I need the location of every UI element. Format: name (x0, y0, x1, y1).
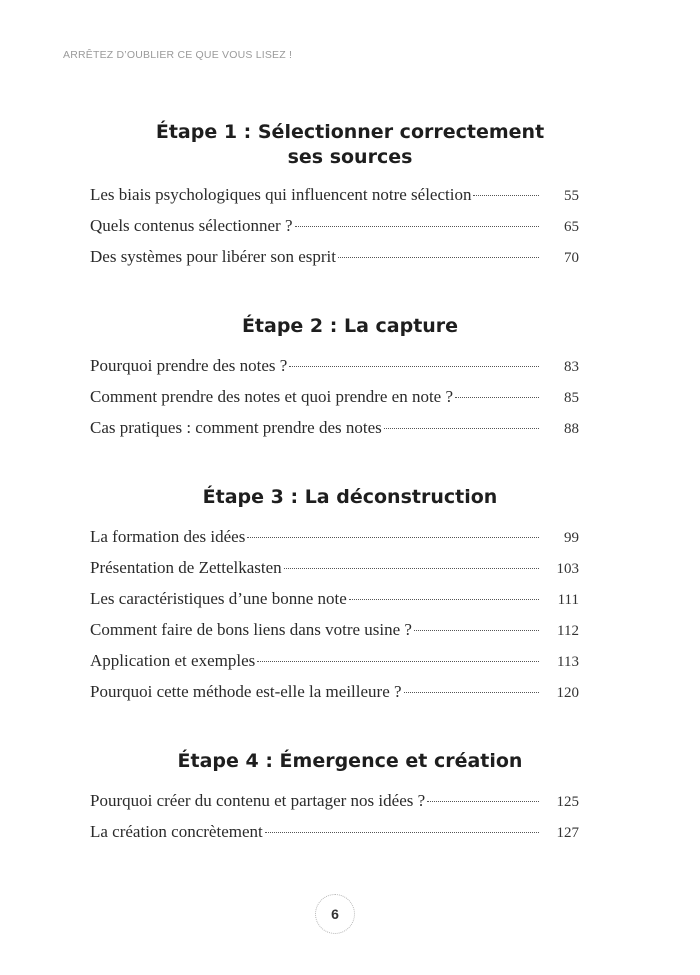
toc-entry-label: Pourquoi créer du contenu et partager nos idées ? (90, 791, 426, 810)
toc-entry-label: Comment faire de bons liens dans votre usine ? (90, 620, 412, 639)
toc-entry[interactable] (90, 418, 579, 442)
toc-entry[interactable] (90, 247, 579, 271)
toc-entry-label: Des systèmes pour libérer son esprit (90, 247, 336, 266)
toc-entry[interactable] (90, 589, 579, 613)
toc-entry-label: Quels contenus sélectionner ? (90, 216, 293, 235)
toc-entry[interactable] (90, 822, 579, 846)
running-head: ARRÊTEZ D’OUBLIER CE QUE VOUS LISEZ ! (63, 49, 293, 61)
toc-entry-page: 112 (557, 623, 579, 639)
dot-leader (455, 397, 539, 398)
section-title: Étape 3 : La déconstruction (202, 486, 498, 508)
toc-entry-page: 103 (556, 561, 579, 577)
dot-leader (247, 537, 539, 538)
toc-entry[interactable] (90, 682, 579, 706)
dot-leader (404, 692, 539, 693)
dot-leader (384, 428, 539, 429)
toc-entry-label: La création concrètement (90, 822, 263, 841)
toc-entry-label: La formation des idées (90, 527, 246, 546)
toc-entry-page: 120 (556, 685, 579, 701)
toc-entry-label: Présentation de Zettelkasten (90, 558, 282, 577)
section-title: Étape 2 : La capture (241, 315, 459, 337)
dot-leader (338, 257, 539, 258)
toc-entry-page: 65 (564, 219, 579, 235)
toc-entry-page: 70 (564, 250, 579, 266)
toc-entry[interactable] (90, 558, 579, 582)
dot-leader (265, 832, 539, 833)
toc-entry-label: Pourquoi prendre des notes ? (90, 356, 288, 375)
toc-entry-label: Cas pratiques : comment prendre des notes (90, 418, 382, 437)
dot-leader (427, 801, 539, 802)
section-title: Étape 4 : Émergence et création (177, 750, 523, 772)
toc-entry[interactable] (90, 620, 579, 644)
section-title-line2: ses sources (287, 146, 413, 168)
toc-entry[interactable] (90, 527, 579, 551)
toc-entry-page: 88 (564, 421, 579, 437)
toc-entry[interactable] (90, 651, 579, 675)
toc-entry[interactable] (90, 356, 579, 380)
toc-entry[interactable] (90, 185, 579, 209)
toc-entry-page: 55 (564, 188, 579, 204)
dot-leader (473, 195, 539, 196)
toc-entry[interactable] (90, 387, 579, 411)
dot-leader (295, 226, 539, 227)
toc-entry-page: 85 (564, 390, 579, 406)
toc-entry-page: 125 (556, 794, 579, 810)
toc-entry-label: Pourquoi cette méthode est-elle la meilleure ? (90, 682, 402, 701)
toc-entry-label: Les caractéristiques d’une bonne note (90, 589, 347, 608)
toc-entry-label: Application et exemples (90, 651, 256, 670)
toc-entry-page: 113 (557, 654, 579, 670)
toc-entry-page: 99 (564, 530, 579, 546)
toc-entry[interactable] (90, 791, 579, 815)
toc-entry-label: Comment prendre des notes et quoi prendre en note ? (90, 387, 454, 406)
section-title: Étape 1 : Sélectionner correctement (155, 121, 545, 143)
dot-leader (284, 568, 539, 569)
toc-entry[interactable] (90, 216, 579, 240)
toc-entry-page: 127 (556, 825, 579, 841)
dot-leader (349, 599, 539, 600)
dot-leader (414, 630, 539, 631)
section-etape-3 (0, 485, 700, 510)
dot-leader (257, 661, 539, 662)
toc-entry-page: 111 (557, 592, 579, 608)
page-number-badge (315, 894, 355, 934)
section-etape-2 (0, 314, 700, 339)
section-etape-1 (0, 120, 700, 170)
section-etape-4 (0, 749, 700, 774)
dot-leader (289, 366, 539, 367)
toc-entry-page: 83 (564, 359, 579, 375)
page-number: 6 (331, 906, 339, 922)
toc-entry-label: Les biais psychologiques qui influencent notre sélection (90, 185, 472, 204)
